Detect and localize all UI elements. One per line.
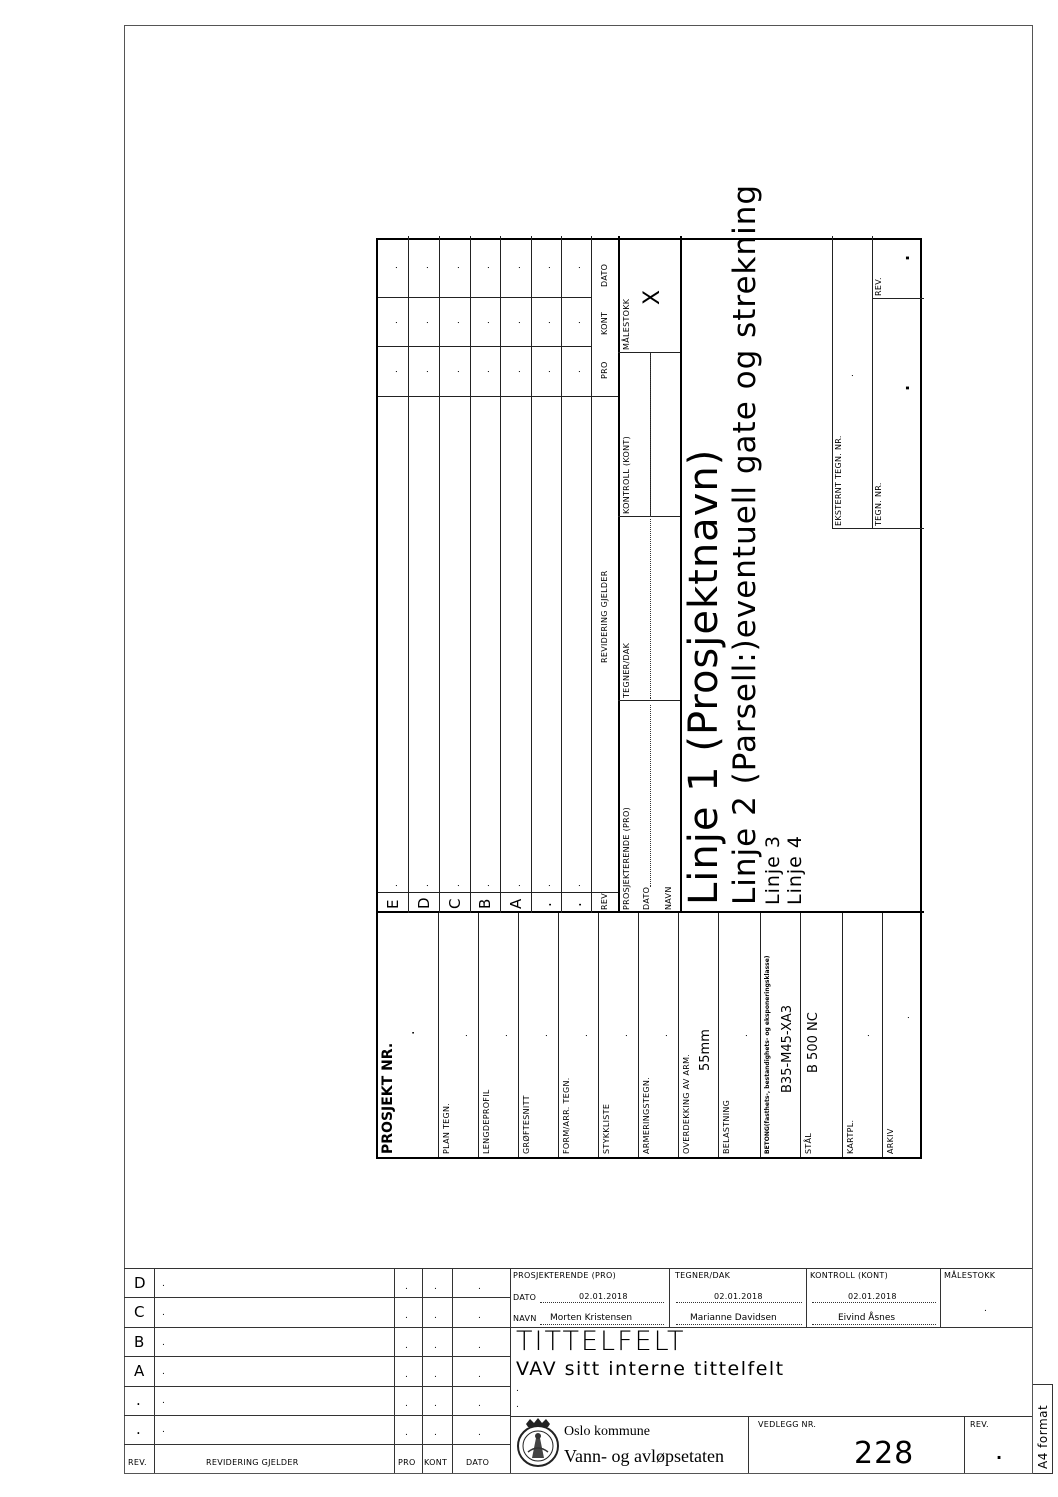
form-arr-tegn-label: FORM/ARR. TEGN. bbox=[562, 1077, 571, 1154]
rev-cell-dot: . bbox=[478, 1311, 481, 1321]
extra-line-1: . bbox=[516, 1384, 519, 1394]
linje-3: Linje 3 bbox=[762, 834, 784, 905]
belastning-value: . bbox=[740, 1034, 750, 1037]
rev-cell-dot: . bbox=[434, 1282, 437, 1292]
rot-rev-letter-c: C bbox=[446, 898, 464, 909]
rot-rev-header-kont: KONT bbox=[600, 311, 609, 335]
rev-cell-dot: . bbox=[434, 1311, 437, 1321]
rev-letter-a: A bbox=[134, 1362, 145, 1380]
rot-rev-cell-dot: . bbox=[513, 266, 523, 269]
rev-text-a: . bbox=[162, 1367, 165, 1377]
rot-rev-cell-dot: . bbox=[543, 321, 553, 324]
rot-rev-cell-dot: . bbox=[390, 266, 400, 269]
rot-rev-cell-dot: . bbox=[452, 266, 462, 269]
linje-2: Linje 2 (Parsell:)eventuell gate og strekning bbox=[727, 183, 763, 905]
rot-rev-cell-dot: . bbox=[543, 370, 553, 373]
rot-rev-cell-dot: . bbox=[421, 321, 431, 324]
arkiv-value: . bbox=[902, 1016, 912, 1019]
rot-malestokk-value: X bbox=[640, 289, 665, 305]
rot-rev-cell-dot: . bbox=[513, 370, 523, 373]
kartpl-label: KARTPL. bbox=[846, 1119, 855, 1154]
rev-cell-dot: . bbox=[434, 1399, 437, 1409]
betong-label: BETONG(fasthets-, bestandighets- og eksponeringsklasse) bbox=[764, 955, 771, 1154]
rot-navn-label: NAVN bbox=[664, 886, 673, 910]
rev-letter-d: D bbox=[134, 1274, 146, 1292]
betong-value: B35-M45-XA3 bbox=[780, 1004, 795, 1093]
tegn-nr-value: . bbox=[894, 384, 913, 391]
plan-tegn-label: PLAN TEGN. bbox=[442, 1102, 451, 1154]
stal-label: STÅL bbox=[804, 1132, 813, 1154]
rev-text-d: . bbox=[162, 1279, 165, 1289]
rot-rev-text-c: . bbox=[452, 884, 462, 887]
rev-cell-dot: . bbox=[405, 1282, 408, 1292]
rev-cell-dot: . bbox=[478, 1428, 481, 1438]
rot-rev-text-a: . bbox=[513, 884, 523, 887]
plan-tegn-value: . bbox=[460, 1034, 470, 1037]
vedlegg-label: VEDLEGG NR. bbox=[758, 1420, 817, 1429]
sheet-format-label: A4 format bbox=[1036, 1404, 1050, 1469]
rot-rev-cell-dot: . bbox=[573, 266, 583, 269]
eksternt-tegn-nr-value: . bbox=[846, 374, 856, 377]
armeringstegn-label: ARMERINGSTEGN. bbox=[642, 1076, 651, 1154]
rev-letter-b: B bbox=[134, 1333, 145, 1351]
sheet-format-tab bbox=[1033, 1384, 1053, 1474]
rot-rev-text-e: . bbox=[390, 884, 400, 887]
oslo-kommune-seal-icon bbox=[516, 1418, 560, 1468]
tegner-dato: 02.01.2018 bbox=[714, 1292, 763, 1301]
rev-text-c: . bbox=[162, 1308, 165, 1318]
kontroll-dato: 02.01.2018 bbox=[848, 1292, 897, 1301]
linje-1: Linje 1 (Prosjektnavn) bbox=[681, 448, 727, 905]
tegn-nr-label: TEGN. NR. bbox=[874, 482, 883, 526]
rotated-title-block bbox=[376, 183, 922, 1159]
rev-cell-dot: . bbox=[405, 1399, 408, 1409]
rot-rev-cell-dot: . bbox=[452, 321, 462, 324]
stykkliste-label: STYKKLISTE bbox=[602, 1103, 611, 1154]
rev-cell-dot: . bbox=[478, 1341, 481, 1351]
rot-rev-cell-dot: . bbox=[421, 266, 431, 269]
form-arr-tegn-value: . bbox=[580, 1034, 590, 1037]
rot-rev-cell-dot: . bbox=[421, 370, 431, 373]
tegner-navn: Marianne Davidsen bbox=[690, 1313, 777, 1323]
rot-rev-header-description: REVIDERING GJELDER bbox=[600, 570, 609, 663]
rot-rev-text-b: . bbox=[482, 884, 492, 887]
lengdeprofil-value: . bbox=[500, 1034, 510, 1037]
prosjekterende-navn: Morten Kristensen bbox=[550, 1313, 633, 1323]
rot-malestokk-label: MÅLESTOKK bbox=[622, 298, 631, 350]
title-block bbox=[124, 1268, 1032, 1473]
rev-cell-dot: . bbox=[434, 1370, 437, 1380]
rev-text-blank-1: . bbox=[162, 1396, 165, 1406]
prosjekterende-label: PROSJEKTERENDE (PRO) bbox=[513, 1271, 617, 1280]
groftesnitt-value: . bbox=[540, 1034, 550, 1037]
kartpl-value: . bbox=[862, 1034, 872, 1037]
linje-4: Linje 4 bbox=[784, 834, 806, 905]
subtitle: VAV sitt interne tittelfelt bbox=[516, 1358, 785, 1380]
prosjekt-nr-value: . bbox=[402, 1030, 418, 1035]
rot-rev-header-pro: PRO bbox=[600, 361, 609, 379]
rev-cell-dot: . bbox=[405, 1428, 408, 1438]
extra-line-2: . bbox=[516, 1400, 519, 1410]
vedlegg-value: 228 bbox=[854, 1436, 915, 1471]
rot-tegner-label: TEGNER/DAK bbox=[622, 642, 631, 698]
rev-value: . bbox=[996, 1444, 1003, 1463]
rot-rev-cell-dot: . bbox=[390, 370, 400, 373]
malestokk-value: . bbox=[984, 1304, 987, 1314]
rev-cell-dot: . bbox=[434, 1428, 437, 1438]
rev-cell-dot: . bbox=[478, 1399, 481, 1409]
org-name: Oslo kommune bbox=[564, 1424, 650, 1439]
footer-description-label: REVIDERING GJELDER bbox=[206, 1458, 299, 1467]
kontroll-navn: Eivind Åsnes bbox=[838, 1313, 896, 1323]
rev-letter-blank-1: . bbox=[136, 1391, 141, 1409]
kontroll-label: KONTROLL (KONT) bbox=[810, 1271, 889, 1280]
rev-cell-dot: . bbox=[405, 1370, 408, 1380]
rev-text-blank-2: . bbox=[162, 1425, 165, 1435]
rot-rev-text-blank-1: . bbox=[543, 884, 553, 887]
rot-rev-letter-a: A bbox=[507, 898, 525, 909]
malestokk-label: MÅLESTOKK bbox=[944, 1271, 996, 1280]
rev-label: REV. bbox=[970, 1420, 989, 1429]
rev-letter-blank-2: . bbox=[136, 1420, 141, 1438]
stykkliste-value: . bbox=[620, 1034, 630, 1037]
rot-prosjekterende-label: PROSJEKTERENDE (PRO) bbox=[622, 806, 631, 910]
rot-rev-letter-b: B bbox=[476, 898, 494, 909]
rot-rev-cell-dot: . bbox=[573, 321, 583, 324]
footer-kont-label: KONT bbox=[424, 1458, 448, 1467]
rot-rev-cell-dot: . bbox=[452, 370, 462, 373]
prosjekterende-navn-label: NAVN bbox=[513, 1314, 537, 1323]
rot-dato-label: DATO bbox=[642, 886, 651, 910]
rev-cell-dot: . bbox=[434, 1341, 437, 1351]
rot-rev-letter-blank-2: . bbox=[567, 902, 585, 907]
rot-rev-text-blank-2: . bbox=[573, 884, 583, 887]
eksternt-tegn-nr-label: EKSTERNT TEGN. NR. bbox=[834, 435, 843, 526]
rot-rev-cell-dot: . bbox=[482, 266, 492, 269]
tegner-label: TEGNER/DAK bbox=[675, 1271, 731, 1280]
org-unit: Vann- og avløpsetaten bbox=[564, 1446, 724, 1466]
prosjekterende-dato-label: DATO bbox=[513, 1293, 537, 1302]
rot-rev-cell-dot: . bbox=[573, 370, 583, 373]
rev-cell-dot: . bbox=[405, 1311, 408, 1321]
rot-rev-value: . bbox=[894, 254, 913, 261]
footer-pro-label: PRO bbox=[398, 1458, 416, 1467]
overdekking-label: OVERDEKKING AV ARM. bbox=[682, 1053, 691, 1154]
rot-rev-cell-dot: . bbox=[513, 321, 523, 324]
rot-kontroll-label: KONTROLL (KONT) bbox=[622, 435, 631, 514]
belastning-label: BELASTNING bbox=[722, 1099, 731, 1154]
rot-rev-cell-dot: . bbox=[543, 266, 553, 269]
rot-rev-header-dato: DATO bbox=[600, 263, 609, 287]
rot-rev-text-d: . bbox=[421, 884, 431, 887]
footer-rev-label: REV. bbox=[128, 1458, 147, 1467]
armeringstegn-value: . bbox=[660, 1034, 670, 1037]
rev-cell-dot: . bbox=[478, 1370, 481, 1380]
lengdeprofil-label: LENGDEPROFIL bbox=[482, 1089, 491, 1154]
stal-value: B 500 NC bbox=[806, 1012, 821, 1073]
rev-text-b: . bbox=[162, 1338, 165, 1348]
prosjekterende-dato: 02.01.2018 bbox=[579, 1292, 628, 1301]
rot-rev-cell-dot: . bbox=[390, 321, 400, 324]
rot-rev-cell-dot: . bbox=[482, 321, 492, 324]
prosjekt-nr-label: PROSJEKT NR. bbox=[380, 1042, 396, 1154]
groftesnitt-label: GRØFTESNITT bbox=[522, 1095, 531, 1154]
rev-cell-dot: . bbox=[405, 1341, 408, 1351]
footer-dato-label: DATO bbox=[466, 1458, 490, 1467]
rot-rev-letter-blank-1: . bbox=[537, 902, 555, 907]
rot-rev-header-rev: REV bbox=[600, 893, 609, 910]
rot-rev-cell-dot: . bbox=[482, 370, 492, 373]
rot-rev-label: REV. bbox=[874, 277, 883, 296]
title: TITTELFELT bbox=[516, 1326, 686, 1357]
rot-rev-letter-d: D bbox=[415, 897, 433, 909]
rev-cell-dot: . bbox=[478, 1282, 481, 1292]
rev-letter-c: C bbox=[134, 1303, 145, 1321]
overdekking-value: 55mm bbox=[698, 1029, 713, 1071]
rot-rev-letter-e: E bbox=[384, 899, 402, 909]
arkiv-label: ARKIV bbox=[886, 1128, 895, 1154]
